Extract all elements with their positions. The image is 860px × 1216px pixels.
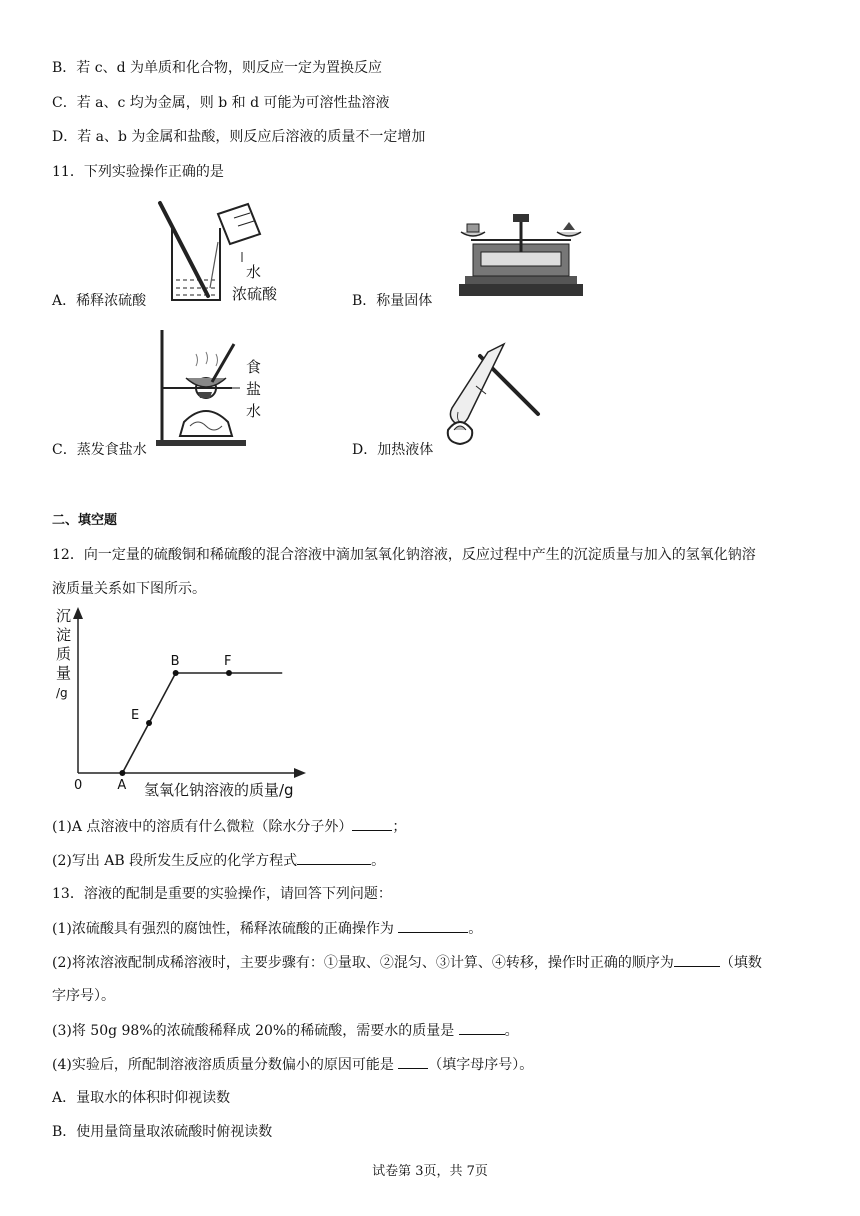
q13-sub2-end: （填数 [719, 955, 762, 971]
q13-option-b: B．使用量筒量取浓硫酸时俯视读数 [52, 1124, 273, 1140]
q13-sub4-text: (4)实验后，所配制溶液溶质质量分数偏小的原因可能是 [52, 1057, 399, 1073]
q11-option-b-label: B．称量固体 [352, 293, 433, 309]
y-axis-arrow [73, 607, 83, 619]
q12-sub2-end: 。 [371, 853, 386, 869]
section-2-title: 二、填空题 [52, 513, 118, 528]
q12-sub1-end: ； [392, 819, 407, 835]
point-label-b: B [170, 654, 180, 669]
q12-stem-line2: 液质量关系如下图所示。 [52, 581, 206, 597]
q13-sub2-text: (2)将浓溶液配制成稀溶液时，主要步骤有：①量取、②混匀、③计算、④转移，操作时正确的顺序为 [52, 955, 674, 971]
q10-option-b: B．若 c、d 为单质和化合物，则反应一定为置换反应 [52, 60, 382, 76]
q12-sub2-text: (2)写出 AB 段所发生反应的化学方程式 [52, 853, 298, 869]
q11-option-a-label: A．稀释浓硫酸 [52, 293, 147, 309]
page-footer: 试卷第 3页，共 7页 [372, 1164, 488, 1179]
y-axis-label-char: 量 [56, 664, 72, 682]
origin-label: 0 [74, 778, 83, 793]
fig-c-label-3: 水 [246, 402, 262, 420]
q11-stem: 11．下列实验操作正确的是 [52, 164, 224, 180]
point-label-e: E [131, 708, 140, 723]
point-e [146, 720, 152, 726]
y-axis-label-char: 淀 [56, 626, 72, 644]
x-axis-label: 氢氧化钠溶液的质量/g [144, 781, 294, 799]
q12-stem-line1: 12．向一定量的硫酸铜和稀硫酸的混合溶液中滴加氢氧化钠溶液，反应过程中产生的沉淀质量与加入的氢氧化钠溶 [52, 547, 756, 563]
q13-stem: 13．溶液的配制是重要的实验操作，请回答下列问题： [52, 886, 392, 902]
q13-sub2-line1 [52, 952, 762, 973]
q13-option-a: A．量取水的体积时仰视读数 [52, 1090, 231, 1106]
precipitate-chart [50, 605, 310, 805]
y-axis-label-char: 质 [56, 645, 72, 663]
q13-sub3 [52, 1020, 519, 1041]
point-label-a: A [117, 778, 127, 793]
heating-figure [440, 342, 550, 452]
q13-sub4 [52, 1054, 533, 1075]
q13-sub3-end: 。 [504, 1023, 519, 1039]
fig-a-water-label: 水 [246, 263, 262, 281]
q12-sub1 [52, 816, 406, 837]
y-axis-unit: /g [56, 686, 68, 700]
point-label-f: F [223, 654, 232, 669]
point-b [173, 670, 179, 676]
q13-sub1-text: (1)浓硫酸具有强烈的腐蚀性，稀释浓硫酸的正确操作为 [52, 921, 399, 937]
q12-sub1-text: (1)A 点溶液中的溶质有什么微粒（除水分子外） [52, 819, 353, 835]
point-a [119, 770, 125, 776]
q11-option-d-label: D．加热液体 [352, 442, 434, 458]
q13-sub3-blank[interactable] [459, 1020, 505, 1035]
q10-option-c: C．若 a、c 均为金属，则 b 和 d 可能为可溶性盐溶液 [52, 95, 390, 111]
dilution-figure [150, 200, 320, 310]
q12-sub2 [52, 850, 385, 871]
q11-option-c-label: C．蒸发食盐水 [52, 442, 147, 458]
q13-sub3-text: (3)将 50g 98%的浓硫酸稀释成 20%的稀硫酸，需要水的质量是 [52, 1023, 459, 1039]
q13-sub2-blank[interactable] [674, 952, 720, 967]
q13-sub2-line2: 字序号）。 [52, 988, 115, 1004]
balance-figure [455, 212, 587, 300]
q12-sub2-blank[interactable] [297, 850, 371, 865]
evaporation-figure [150, 326, 300, 450]
fig-c-label-1: 食 [246, 358, 262, 376]
q13-sub1-end: 。 [468, 921, 483, 937]
q12-sub1-blank[interactable] [352, 816, 392, 831]
q13-sub1-blank[interactable] [398, 918, 468, 933]
q10-option-d: D．若 a、b 为金属和盐酸，则反应后溶液的质量不一定增加 [52, 129, 426, 145]
q13-sub4-end: （填字母序号）。 [428, 1057, 534, 1073]
x-axis-arrow [294, 768, 306, 778]
y-axis-label-char: 沉 [56, 607, 72, 625]
point-f [226, 670, 232, 676]
q13-sub4-blank[interactable] [398, 1054, 428, 1069]
q13-sub1 [52, 918, 482, 939]
fig-a-acid-label: 浓硫酸 [232, 285, 278, 303]
fig-c-label-2: 盐 [246, 380, 262, 398]
